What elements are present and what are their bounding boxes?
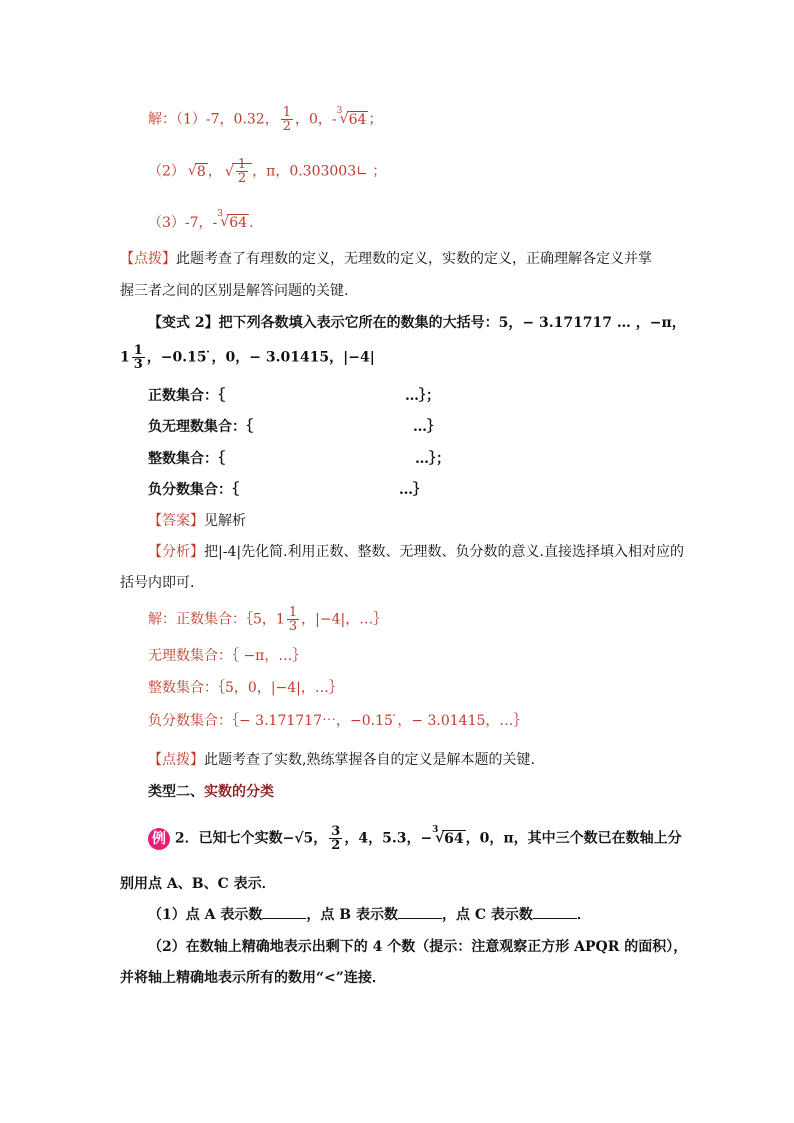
example-2-question-2-line-1: （2）在数轴上精确地表示出剩下的 4 个数（提示：注意观察正方形 APQR 的面积）， bbox=[148, 939, 688, 955]
analysis-line-2: 括号内即可. bbox=[120, 575, 195, 591]
set-integer: 整数集合：｛ …｝； bbox=[148, 451, 450, 467]
set-negative-irrational: 负无理数集合：｛ …｝ bbox=[148, 419, 441, 435]
solution-2-neg-fraction: 负分数集合：｛− 3.171717⋯，−0.15̇ ̇，− 3.01415，…｝ bbox=[148, 713, 528, 729]
solution-2-integer: 整数集合：｛5，0，|−4|，…｝ bbox=[148, 680, 343, 696]
tip-1-line-1: 【点拨】此题考查了有理数的定义，无理数的定义，实数的定义，正确理解各定义并掌 bbox=[120, 251, 652, 267]
set-negative-fraction: 负分数集合：｛ …｝ bbox=[148, 482, 427, 498]
example-badge-icon: 例 bbox=[148, 828, 170, 850]
cube-root-64: 3 √ 64 bbox=[336, 105, 367, 128]
solution-line-3: （3）-7，- 3 √ 64 . bbox=[148, 209, 254, 231]
solution-2-positive: 解：正数集合：｛5，1 $\frac{1}{3}$ ，|−4|，…｝ bbox=[148, 605, 388, 634]
sqrt-one-half: √ $\frac{1}{2}$ bbox=[222, 158, 252, 185]
fraction-one-half: $\frac{1}{2}$ bbox=[282, 105, 291, 134]
example-2-question-1: （1）点 A 表示数 ，点 B 表示数 ，点 C 表示数 ． bbox=[148, 907, 591, 923]
answer-line: 【答案】见解析 bbox=[148, 513, 246, 529]
sqrt-8: √ 8 bbox=[187, 162, 206, 180]
type-2-heading: 类型二、实数的分类 bbox=[148, 784, 274, 800]
solution-line-2: （2） √ 8 ， √ $\frac{1}{2}$ ，π，0.303003∟ ； bbox=[148, 157, 387, 186]
tip-2-line: 【点拨】此题考查了实数,熟练掌握各自的定义是解本题的关键. bbox=[148, 752, 535, 768]
analysis-line-1: 【分析】把|-4|先化简.利用正数、整数、无理数、负分数的意义.直接选择填入相对应的 bbox=[148, 544, 684, 560]
cube-root-64-b: 3 √ 64 bbox=[217, 209, 248, 231]
solution-line-1: 解：（1）-7，0.32， $\frac{1}{2}$ ，0，- 3 √ 64 ； bbox=[148, 105, 383, 134]
variant-2-line-1: 【变式 2】把下列各数填入表示它所在的数集的大括号：5，− 3.171717 … ，−π， bbox=[148, 315, 686, 331]
variant-2-line-2: 1 $\frac{1}{3}$ ，−0.15̇ ̇，0，− 3.01415，|−4| bbox=[120, 343, 375, 372]
tip-1-line-2: 握三者之间的区别是解答问题的关键. bbox=[120, 283, 349, 299]
example-2-line-1: 例 2．已知七个实数−√5， $\frac{3}{2}$ ，4，5.3，− 3 √ 64 ，0，π，其中三个数已在数轴上分 bbox=[148, 825, 682, 852]
set-positive: 正数集合：｛ …｝； bbox=[148, 388, 440, 404]
solution-2-irrational: 无理数集合：｛ −π，…｝ bbox=[148, 648, 307, 664]
example-2-line-2: 别用点 A、B、C 表示． bbox=[120, 876, 276, 892]
example-2-question-2-line-2: 并将轴上精确地表示所有的数用“<”连接． bbox=[120, 970, 386, 986]
